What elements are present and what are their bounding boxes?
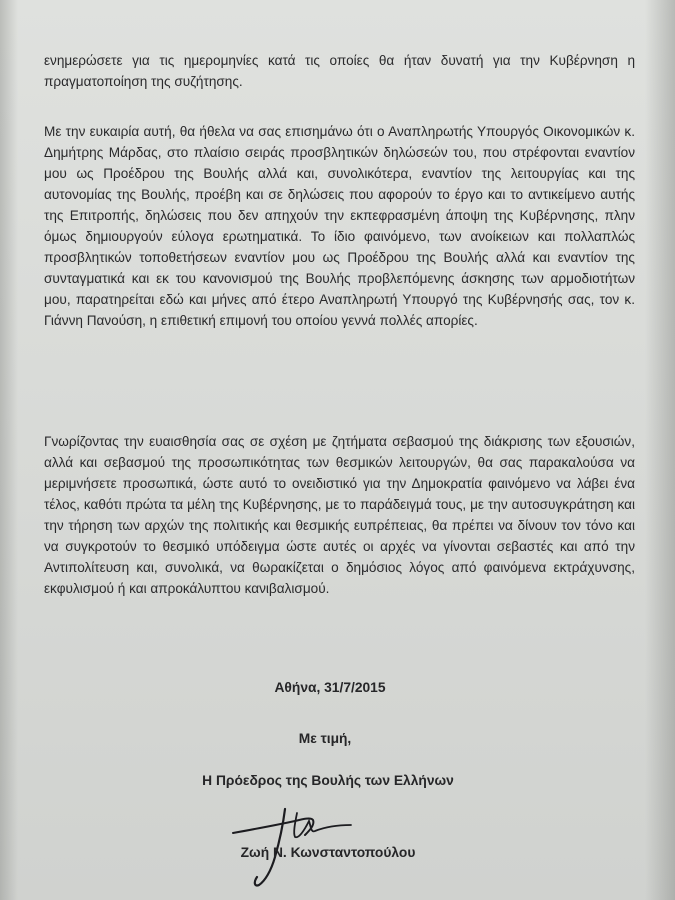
letter-paragraph-2: Με την ευκαιρία αυτή, θα ήθελα να σας επισημάνω ότι ο Αναπληρωτής Υπουργός Οικονομικών κ. Δημήτρης Μάρδας, στο πλαίσιο σειράς προσβλητικών δηλώσεών του, που στρέφονται εναντίον μου ως Προέδρου της Βουλής αλλά και, συνολικότερα, εναντίον της λειτουργίας και της αυτονομίας της Βουλής, προέβη και σε δηλώσεις που αφορούν το έργο και το αντικείμενο αυτής της Επιτροπής, δηλώσεις που δεν απηχούν την εκπεφρασμένη άποψη της Κυβέρνησης, πλην όμως δημιουργούν εύλογα ερωτηματικά. Το ίδιο φαινόμενο, των ανοίκειων και πολλαπλώς προσβλητικών τοποθετήσεων εναντίον μου ως Προέδρου της Βουλής αλλά και εναντίον της συνταγματικά και εκ του κανονισμού της Βουλής προβλεπόμενης άσκησης των αρμοδιοτήτων μου, παρατηρείται εδώ και μήνες από έτερο Αναπληρωτή Υπουργό της Κυβέρνησής σας, τον κ. Γιάννη Πανούση, η επιθετική επιμονή του οποίου γεννά πολλές απορίες. <box>44 124 635 328</box>
letter-paragraph-3: Γνωρίζοντας την ευαισθησία σας σε σχέση με ζητήματα σεβασμού της διάκρισης των εξουσιών, αλλά και σεβασμού της προσωπικότητας των θεσμικών λειτουργών, θα σας παρακαλούσα να μεριμνήσετε προσωπικά, ώστε αυτό το ονειδιστικό για την Δημοκρατία φαινόμενο να λάβει ένα τέλος, καθότι πρώτα τα μέλη της Κυβέρνησης, με το παράδειγμά τους, με την αυτοσυγκράτηση και την τήρηση των αρχών της πολιτικής και θεσμικής ευπρέπειας, θα πρέπει να δίνουν τον τόνο και να συγκροτούν το θεσμικό υπόδειγμα ώστε αυτές οι αρχές να γίνονται σεβαστές και από την Αντιπολίτευση και, συνολικά, να θωρακίζεται ο δημόσιος λόγος από φαινόμενα εκτράχυνσης, εκφυλισμού ή και απροκάλυπτου κανιβαλισμού. <box>44 434 635 596</box>
closing-greeting: Με τιμή, <box>298 731 352 746</box>
page-left-shadow <box>0 0 18 900</box>
signatory-position: Η Πρόεδρος της Βουλής των Ελλήνων <box>202 773 454 788</box>
page-right-shadow <box>645 0 675 900</box>
place-and-date: Αθήνα, 31/7/2015 <box>274 680 386 695</box>
letter-paragraph-1: ενημερώσετε για τις ημερομηνίες κατά τις οποίες θα ήταν δυνατή για την Κυβέρνηση η πραγματοποίηση της συζήτησης. <box>44 53 635 89</box>
signatory-name: Ζωή Ν. Κωνσταντοπούλου <box>240 845 416 860</box>
